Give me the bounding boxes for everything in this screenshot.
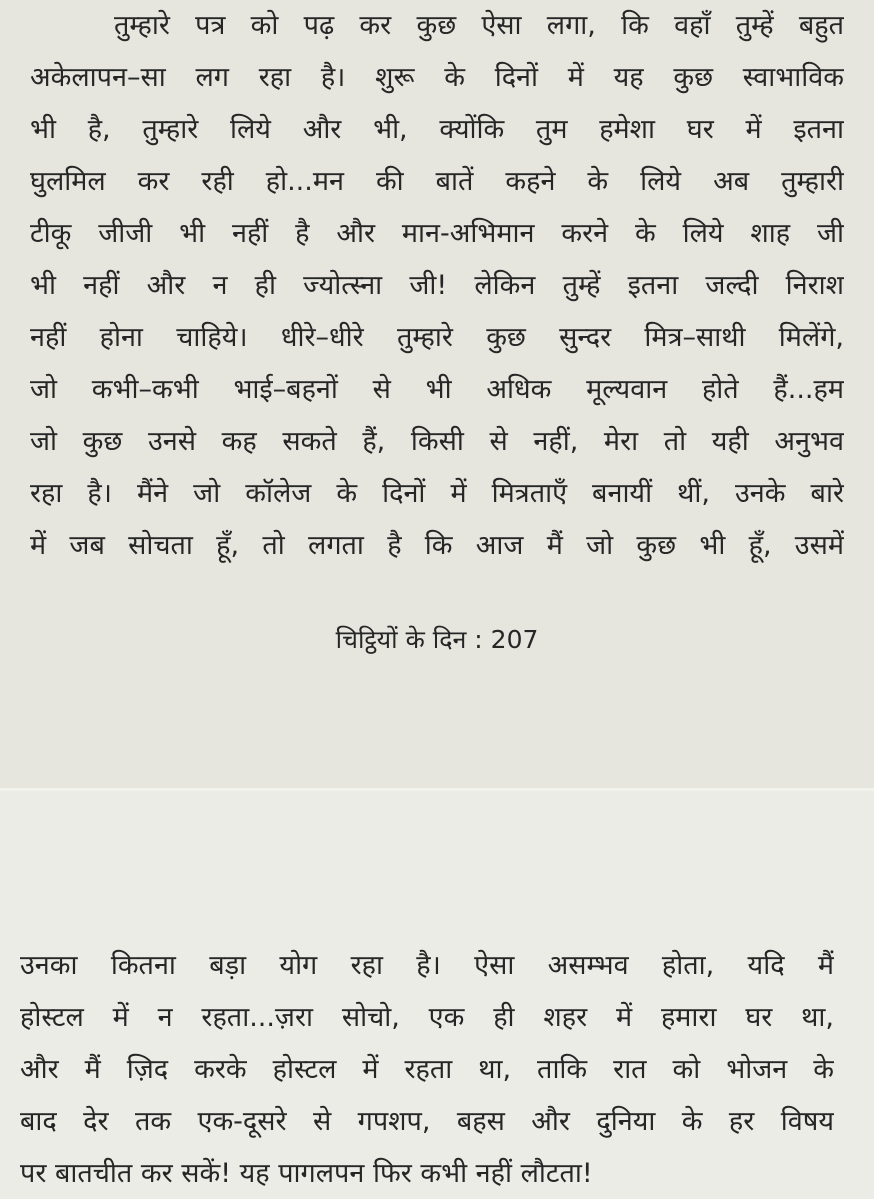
- text-line: जो कुछ उनसे कह सकते हैं, किसी से नहीं, मेरा तो यही अनुभव: [30, 426, 844, 457]
- text-line: बाद देर तक एक-दूसरे से गपशप, बहस और दुनिया के हर विषय: [20, 1106, 834, 1137]
- text-line: टीकू जीजी भी नहीं है और मान-अभिमान करने के लिये शाह जी: [30, 218, 844, 249]
- text-line: अकेलापन–सा लग रहा है। शुरू के दिनों में यह कुछ स्वाभाविक: [30, 62, 844, 93]
- text-line: घुलमिल कर रही हो...मन की बातें कहने के लिये अब तुम्हारी: [30, 166, 844, 197]
- text-line: रहा है। मैंने जो कॉलेज के दिनों में मित्रताएँ बनायीं थीं, उनके बारे: [30, 478, 844, 509]
- text-line: भी है, तुम्हारे लिये और भी, क्योंकि तुम हमेशा घर में इतना: [30, 114, 844, 145]
- text-line: होस्टल में न रहता...ज़रा सोचो, एक ही शहर में हमारा घर था,: [20, 1002, 834, 1033]
- text-line: और मैं ज़िद करके होस्टल में रहता था, ताकि रात को भोजन के: [20, 1054, 834, 1085]
- text-line: भी नहीं और न ही ज्योत्स्ना जी! लेकिन तुम्हें इतना जल्दी निराश: [30, 270, 844, 301]
- text-line: नहीं होना चाहिये। धीरे–धीरे तुम्हारे कुछ सुन्दर मित्र–साथी मिलेंगे,: [30, 322, 844, 353]
- page-divider: [0, 788, 874, 791]
- text-line: उनका कितना बड़ा योग रहा है। ऐसा असम्भव होता, यदि मैं: [20, 950, 834, 981]
- text-line: पर बातचीत कर सकें! यह पागलपन फिर कभी नहीं लौटता!: [20, 1158, 593, 1189]
- text-line: तुम्हारे पत्र को पढ़ कर कुछ ऐसा लगा, कि वहाँ तुम्हें बहुत: [114, 10, 844, 41]
- text-line: जो कभी–कभी भाई–बहनों से भी अधिक मूल्यवान होते हैं...हम: [30, 374, 844, 405]
- text-line: में जब सोचता हूँ, तो लगता है कि आज मैं जो कुछ भी हूँ, उसमें: [30, 530, 844, 561]
- page-footer: चिट्ठियों के दिन : 207: [335, 625, 539, 654]
